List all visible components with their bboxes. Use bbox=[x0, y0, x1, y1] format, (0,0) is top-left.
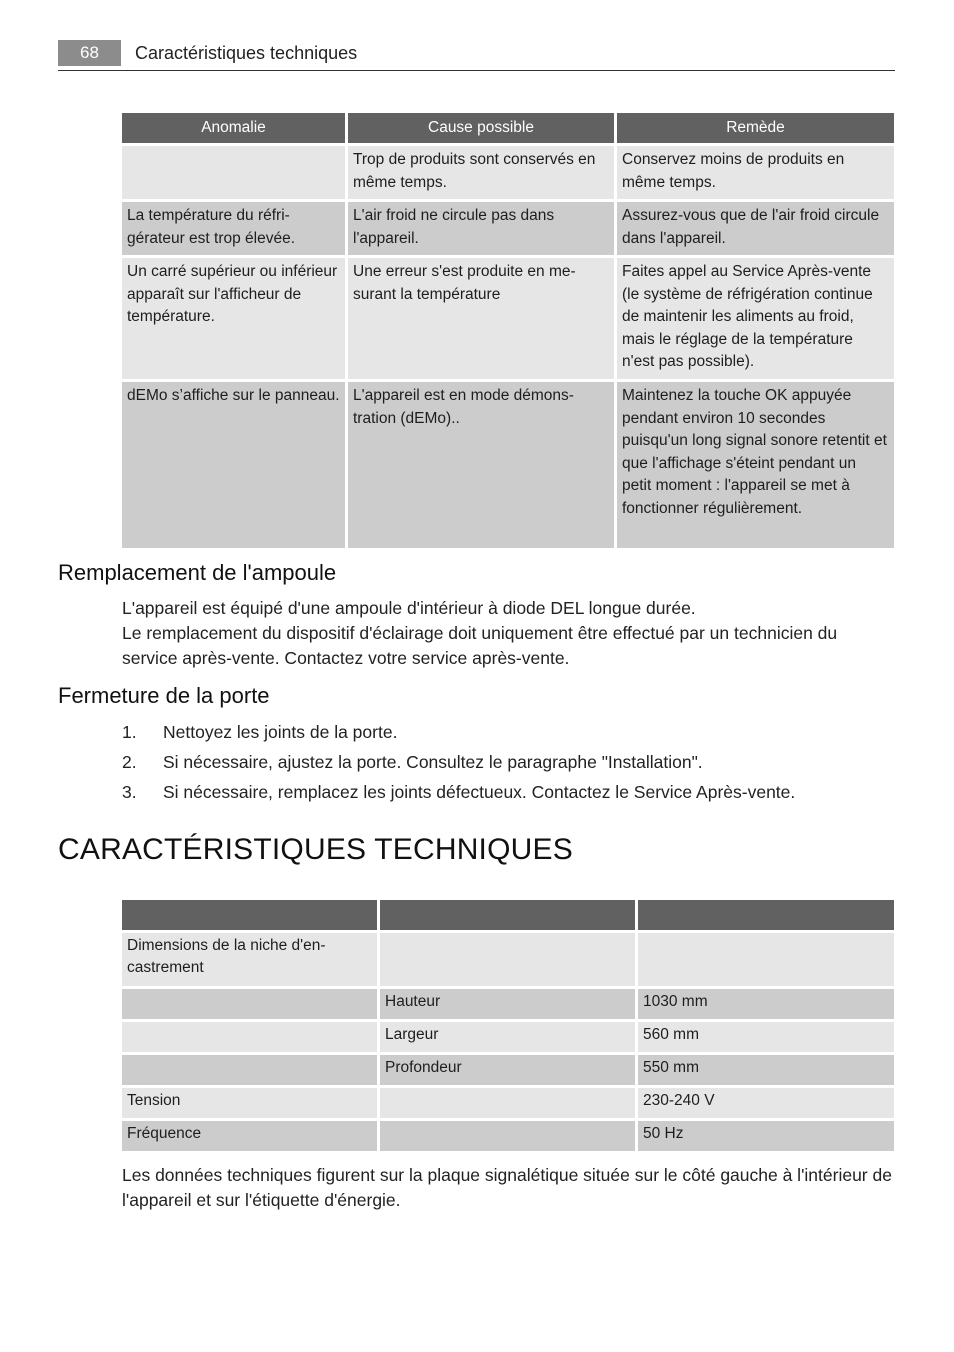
remedy-cell: Maintenez la touche OK appuyée pendant environ 10 secondes puisqu'un long signal sonore retentit et que l'affichage s'éteint pendant un petit moment : l'appareil se met à fonctionner régulièrement. bbox=[617, 382, 894, 548]
spec-label-cell bbox=[122, 989, 377, 1019]
lamp-replacement-heading: Remplacement de l'ampoule bbox=[58, 560, 337, 585]
list-item bbox=[122, 750, 897, 780]
cause-cell: Une erreur s'est produite en mesurant la température bbox=[348, 258, 614, 379]
table-row bbox=[122, 1022, 894, 1052]
spec-label-cell bbox=[122, 1022, 377, 1052]
step-text: Nettoyez les joints de la porte. bbox=[163, 722, 398, 742]
spec-dimension-cell: Hauteur bbox=[380, 989, 635, 1019]
step-text: Si nécessaire, remplacez les joints défectueux. Contactez le Service Après-vente. bbox=[163, 782, 796, 802]
column-header-anomaly: Anomalie bbox=[122, 113, 345, 143]
anomaly-cell: Un carré supérieur ou inférieur apparaît sur l'afficheur de température. bbox=[122, 258, 345, 379]
cause-cell: L'air froid ne circule pas dans l'appareil. bbox=[348, 202, 614, 255]
step-number: 2. bbox=[122, 752, 137, 772]
step-number: 3. bbox=[122, 782, 137, 802]
column-header-cause: Cause possible bbox=[348, 113, 614, 143]
table-row bbox=[122, 202, 894, 255]
spec-value-cell: 1030 mm bbox=[638, 989, 894, 1019]
table-row bbox=[122, 1088, 894, 1118]
remedy-cell: Faites appel au Service Après-vente (le système de réfrigération continue de maintenir les aliments au froid, mais le réglage de la température n'est pas possible). bbox=[617, 258, 894, 379]
header-title: Caractéristiques techniques bbox=[135, 43, 358, 63]
spec-value-cell: 560 mm bbox=[638, 1022, 894, 1052]
list-item bbox=[122, 720, 897, 750]
page-header bbox=[58, 40, 895, 71]
cause-cell: L'appareil est en mode démonstration (dEMo).. bbox=[348, 382, 614, 548]
spec-dimension-cell bbox=[380, 933, 635, 986]
step-text: Si nécessaire, ajustez la porte. Consultez le paragraphe "Installation". bbox=[163, 752, 703, 772]
table-row bbox=[122, 258, 894, 379]
troubleshooting-table bbox=[119, 110, 897, 551]
door-closing-steps bbox=[122, 720, 897, 810]
spec-dimension-cell: Profondeur bbox=[380, 1055, 635, 1085]
anomaly-cell bbox=[122, 146, 345, 199]
spec-label-cell: Dimensions de la niche d'encastrement bbox=[122, 933, 377, 986]
door-closing-heading: Fermeture de la porte bbox=[58, 683, 270, 708]
technical-specs-heading: CARACTÉRISTIQUES TECHNIQUES bbox=[58, 833, 573, 866]
spec-dimension-cell: Largeur bbox=[380, 1022, 635, 1052]
table-row bbox=[122, 1055, 894, 1085]
spec-value-cell bbox=[638, 933, 894, 986]
specs-column-header bbox=[638, 900, 894, 930]
remedy-cell: Conservez moins de produits en même temps. bbox=[617, 146, 894, 199]
spec-value-cell: 50 Hz bbox=[638, 1121, 894, 1151]
spec-label-cell bbox=[122, 1055, 377, 1085]
step-number: 1. bbox=[122, 722, 137, 742]
column-header-remedy: Remède bbox=[617, 113, 894, 143]
list-item bbox=[122, 780, 897, 810]
table-row bbox=[122, 989, 894, 1019]
specs-note: Les données techniques figurent sur la plaque signalétique située sur le côté gauche à l'intérieur de l'appareil et sur l'étiquette d'énergie. bbox=[122, 1165, 892, 1210]
spec-value-cell: 550 mm bbox=[638, 1055, 894, 1085]
specifications-table bbox=[119, 897, 897, 1154]
anomaly-cell: dEMo s’affiche sur le panneau. bbox=[122, 382, 345, 548]
table-row bbox=[122, 382, 894, 548]
spec-dimension-cell bbox=[380, 1088, 635, 1118]
spec-label-cell: Fréquence bbox=[122, 1121, 377, 1151]
specs-column-header bbox=[122, 900, 377, 930]
spec-label-cell: Tension bbox=[122, 1088, 377, 1118]
spec-value-cell: 230-240 V bbox=[638, 1088, 894, 1118]
lamp-replacement-text-2: Le remplacement du dispositif d'éclairage doit uniquement être effectué par un technicien du service après-vente. Contactez votre service après-vente. bbox=[122, 623, 838, 668]
anomaly-cell: La température du réfrigérateur est trop élevée. bbox=[122, 202, 345, 255]
table-row bbox=[122, 933, 894, 986]
table-row bbox=[122, 146, 894, 199]
spec-dimension-cell bbox=[380, 1121, 635, 1151]
cause-cell: Trop de produits sont conservés en même temps. bbox=[348, 146, 614, 199]
remedy-cell: Assurez-vous que de l'air froid circule dans l'appareil. bbox=[617, 202, 894, 255]
lamp-replacement-text-1: L'appareil est équipé d'une ampoule d'intérieur à diode DEL longue durée. bbox=[122, 598, 696, 618]
table-row bbox=[122, 1121, 894, 1151]
page-number: 68 bbox=[58, 40, 121, 66]
specs-column-header bbox=[380, 900, 635, 930]
